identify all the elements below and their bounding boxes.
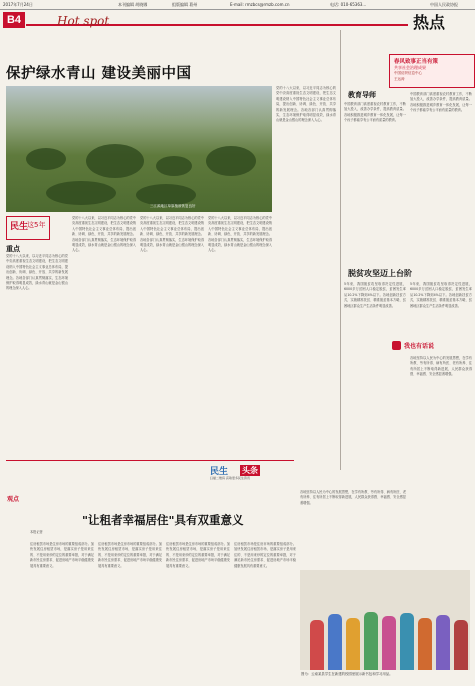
feedback-callout[interactable] bbox=[392, 340, 452, 352]
bottom-body-col4: 住房租赁市场是住房市场的重要组成部分。加快发展住房租赁市场，是落实房子是用来住的、不是用来炒的定位的重要举措，对于满足新市民住房需求、促进房地产市场平稳健康发展具有重要意义。 bbox=[234, 542, 296, 568]
right-col1-head: 教育导师 bbox=[348, 90, 376, 99]
bottom-author: 本报记者 bbox=[30, 530, 43, 534]
right-panel bbox=[389, 54, 475, 88]
panel-line1: 春风致事正当有策 bbox=[394, 59, 439, 65]
lead-body-col1: 党的十八大以来，以习近平同志为核心的党中央高度重视生态文明建设，把生态文明建设纳入中国特色社会主义事业总体布局，提出创新、协调、绿色、开放、共享的新发展理念。各地各部门认真贯彻落实，生态环境保护取得明显成效，绿水青山就是金山银山的理念深入人心。 bbox=[6, 254, 68, 291]
section-title-zh: 热点 bbox=[413, 13, 446, 32]
bottom-body-col1: 住房租赁市场是住房市场的重要组成部分。加快发展住房租赁市场，是落实房子是用来住的、不是用来炒的定位的重要举措，对于满足新市民住房需求、促进房地产市场平稳健康发展具有重要意义。 bbox=[30, 542, 94, 568]
school-photo bbox=[300, 570, 470, 670]
chat-icon bbox=[392, 341, 401, 350]
bottom-body-col3: 住房租赁市场是住房市场的重要组成部分。加快发展住房租赁市场，是落实房子是用来住的、不是用来炒的定位的重要举措，对于满足新市民住房需求、促进房地产市场平稳健康发展具有重要意义。 bbox=[166, 542, 230, 568]
column-divider bbox=[340, 30, 341, 470]
minsheng-badge bbox=[6, 216, 50, 240]
right-col2-body: 5年来，我国脱贫攻坚取得决定性进展，6000多万贫困人口稳定脱贫，贫困发生率从10.2%下降到4%以下。各地创新扶贫方式，实施精准扶贫、精准脱贫基本方略，贫困地区群众生产生活条件明显改善。 bbox=[344, 282, 406, 308]
minsheng-headline-logo bbox=[210, 464, 274, 484]
panel-line3: 中国纺织信息中心 bbox=[394, 71, 422, 75]
lead-photo bbox=[6, 86, 272, 212]
page-number: B4 bbox=[3, 12, 25, 28]
right-col1b-body: 中国教育部门高度重视农村教育工作，不断加大投入，改善办学条件，提高教育质量。各地积极推进城乡教育一体化发展，让每一个孩子都能享有公平而有质量的教育。 bbox=[410, 92, 472, 113]
layout-editor: 组版编辑 葛州 bbox=[172, 2, 198, 7]
minsheng-badge-b: 这5年 bbox=[27, 221, 46, 229]
lead-photo-caption: 三江源地区草原植被恢复良好 bbox=[150, 204, 196, 208]
telephone: 电话: 010-65363... bbox=[330, 2, 367, 7]
right-col2-head: 脱贫攻坚迈上台阶 bbox=[348, 268, 412, 278]
minsheng-logo-b: 头条 bbox=[242, 466, 258, 475]
bottom-rule bbox=[6, 460, 294, 461]
opinion-label: 观点 bbox=[7, 496, 20, 503]
bottom-body-col2: 住房租赁市场是住房市场的重要组成部分。加快发展住房租赁市场，是落实房子是用来住的、不是用来炒的定位的重要举措，对于满足新市民住房需求、促进房地产市场平稳健康发展具有重要意义。 bbox=[98, 542, 162, 568]
section-title-en: Hot spot bbox=[57, 14, 110, 28]
right-col1-body: 中国教育部门高度重视农村教育工作，不断加大投入，改善办学条件，提高教育质量。各地积极推进城乡教育一体化发展，让每一个孩子都能享有公平而有质量的教育。 bbox=[344, 102, 406, 123]
lead-column-head: 重点 bbox=[6, 244, 20, 253]
top-bar bbox=[0, 0, 475, 10]
issue-date: 2017年7月24日 bbox=[3, 2, 33, 7]
lead-headline: 保护绿水青山 建设美丽中国 bbox=[6, 66, 192, 82]
minsheng-badge-a: 民生 bbox=[10, 222, 29, 232]
lead-body-col5: 党的十八大以来，以习近平同志为核心的党中央高度重视生态文明建设，把生态文明建设纳入中国特色社会主义事业总体布局，提出创新、协调、绿色、开放、共享的新发展理念。各地各部门认真贯彻落实，生态环境保护取得明显成效，绿水青山就是金山银山的理念深入人心。 bbox=[276, 86, 336, 123]
lead-body-col4: 党的十八大以来，以习近平同志为核心的党中央高度重视生态文明建设，把生态文明建设纳入中国特色社会主义事业总体布局，提出创新、协调、绿色、开放、共享的新发展理念。各地各部门认真贯彻落实，生态环境保护取得明显成效，绿水青山就是金山银山的理念深入人心。 bbox=[208, 216, 272, 253]
minsheng-logo-sub: 扫描二维码 获取更多民生资讯 bbox=[210, 476, 250, 480]
paper-name: 中国人民政协报 bbox=[430, 2, 458, 7]
bottom-headline: "让租者幸福居住"具有双重意义 bbox=[82, 513, 244, 527]
right-col4-body: 各地坚持以人民为中心的发展思想，在学有所教、劳有所得、病有所医、老有所养、住有所居上不断取得新进展，人民群众获得感、幸福感、安全感显著增强。 bbox=[300, 490, 406, 505]
panel-line4: 王运涛 bbox=[394, 77, 405, 81]
right-col2b-body: 5年来，我国脱贫攻坚取得决定性进展，6000多万贫困人口稳定脱贫，贫困发生率从10.2%下降到4%以下。各地创新扶贫方式，实施精准扶贫、精准脱贫基本方略，贫困地区群众生产生活条件明显改善。 bbox=[410, 282, 472, 308]
feedback-text: 我也有话说 bbox=[404, 343, 435, 350]
editor-line: 本刊编辑 胡晓娜 bbox=[118, 2, 148, 7]
panel-line2: 共享社会治理成果 bbox=[394, 65, 426, 70]
minsheng-logo-a: 民生 bbox=[210, 467, 229, 477]
school-photo-caption: 图为：云南某县学生在新建的校园里展示新书包和学习用品。 bbox=[301, 672, 393, 676]
lead-body-col3: 党的十八大以来，以习近平同志为核心的党中央高度重视生态文明建设，把生态文明建设纳入中国特色社会主义事业总体布局，提出创新、协调、绿色、开放、共享的新发展理念。各地各部门认真贯彻落实，生态环境保护取得明显成效，绿水青山就是金山银山的理念深入人心。 bbox=[140, 216, 204, 253]
lead-body-col2: 党的十八大以来，以习近平同志为核心的党中央高度重视生态文明建设，把生态文明建设纳入中国特色社会主义事业总体布局，提出创新、协调、绿色、开放、共享的新发展理念。各地各部门认真贯彻落实，生态环境保护取得明显成效，绿水青山就是金山银山的理念深入人心。 bbox=[72, 216, 136, 253]
email: E-mail: rmzbcs@rmzb.com.cn bbox=[230, 2, 290, 7]
right-col3-body: 各地坚持以人民为中心的发展思想，在学有所教、劳有所得、病有所医、老有所养、住有所居上不断取得新进展，人民群众获得感、幸福感、安全感显著增强。 bbox=[410, 356, 472, 377]
